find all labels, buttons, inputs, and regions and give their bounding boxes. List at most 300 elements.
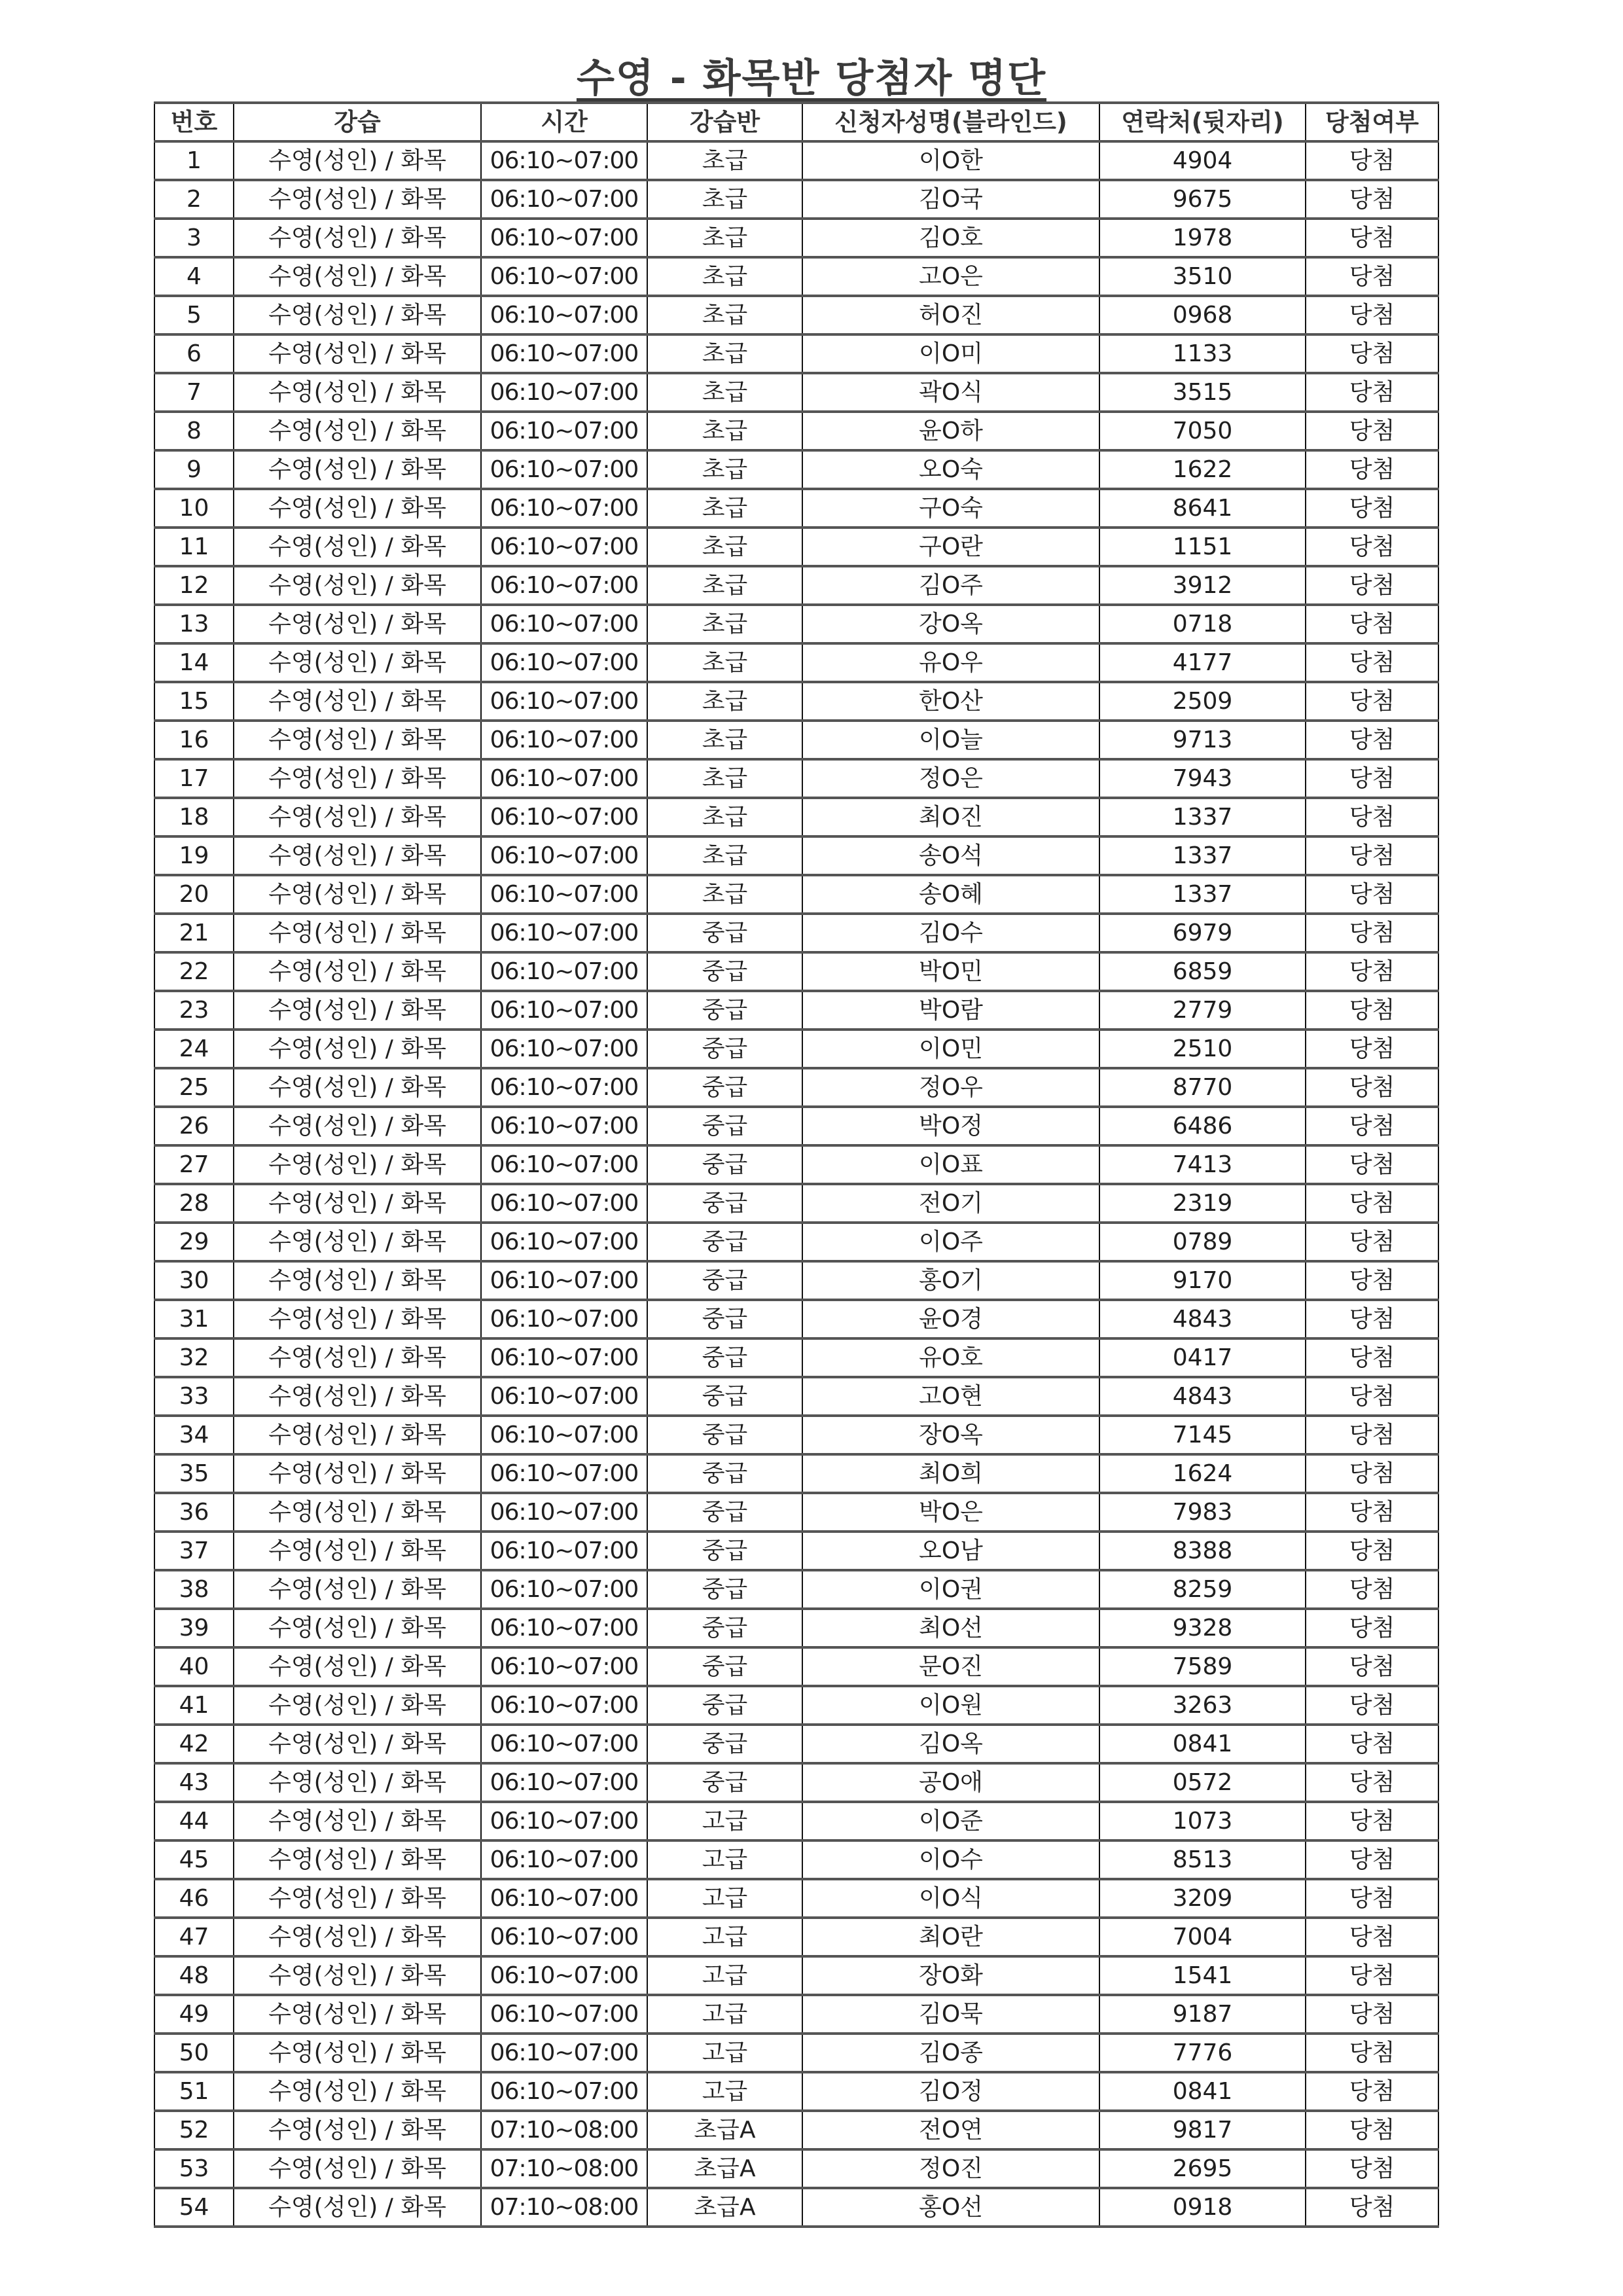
cell-number: 25 (154, 1068, 234, 1107)
cell-course: 수영(성인) / 화목 (234, 1068, 481, 1107)
cell-class: 중급 (647, 1686, 802, 1725)
table-row (154, 2034, 1438, 2072)
cell-result: 당첨 (1306, 1416, 1438, 1454)
cell-class: 초급 (647, 296, 802, 334)
cell-applicant-name: 구O숙 (802, 489, 1099, 528)
cell-time: 06:10~07:00 (481, 1840, 647, 1879)
page-title-text: 수영 - 화목반 당첨자 명단 (576, 56, 1047, 101)
cell-contact: 7983 (1099, 1493, 1306, 1532)
winners-table (154, 101, 1439, 2228)
table-row (154, 141, 1438, 180)
cell-course: 수영(성인) / 화목 (234, 1145, 481, 1184)
cell-time: 06:10~07:00 (481, 450, 647, 489)
cell-course: 수영(성인) / 화목 (234, 1377, 481, 1416)
cell-number: 18 (154, 798, 234, 836)
cell-contact: 7050 (1099, 412, 1306, 450)
cell-contact: 1624 (1099, 1454, 1306, 1493)
cell-time: 06:10~07:00 (481, 2072, 647, 2111)
cell-number: 15 (154, 682, 234, 721)
cell-class: 초급 (647, 643, 802, 682)
cell-time: 06:10~07:00 (481, 1416, 647, 1454)
cell-contact: 8770 (1099, 1068, 1306, 1107)
cell-class: 중급 (647, 1145, 802, 1184)
cell-applicant-name: 김O주 (802, 566, 1099, 605)
cell-time: 06:10~07:00 (481, 1879, 647, 1918)
cell-applicant-name: 송O석 (802, 836, 1099, 875)
cell-number: 53 (154, 2149, 234, 2188)
header-contact: 연락처(뒷자리) (1099, 103, 1306, 141)
cell-class: 고급 (647, 1879, 802, 1918)
cell-contact: 0841 (1099, 1725, 1306, 1763)
cell-applicant-name: 박O민 (802, 952, 1099, 991)
header-number: 번호 (154, 103, 234, 141)
cell-result: 당첨 (1306, 1493, 1438, 1532)
cell-result: 당첨 (1306, 2149, 1438, 2188)
cell-applicant-name: 이O준 (802, 1802, 1099, 1840)
cell-applicant-name: 장O화 (802, 1956, 1099, 1995)
cell-applicant-name: 곽O식 (802, 373, 1099, 412)
table-row (154, 334, 1438, 373)
cell-class: 중급 (647, 1377, 802, 1416)
cell-course: 수영(성인) / 화목 (234, 566, 481, 605)
cell-course: 수영(성인) / 화목 (234, 759, 481, 798)
cell-result: 당첨 (1306, 1840, 1438, 1879)
cell-applicant-name: 홍O선 (802, 2188, 1099, 2227)
cell-course: 수영(성인) / 화목 (234, 1609, 481, 1647)
header-class: 강습반 (647, 103, 802, 141)
cell-applicant-name: 최O진 (802, 798, 1099, 836)
cell-result: 당첨 (1306, 1879, 1438, 1918)
cell-class: 초급 (647, 412, 802, 450)
cell-course: 수영(성인) / 화목 (234, 296, 481, 334)
cell-course: 수영(성인) / 화목 (234, 1763, 481, 1802)
cell-number: 33 (154, 1377, 234, 1416)
table-row (154, 605, 1438, 643)
cell-time: 06:10~07:00 (481, 1068, 647, 1107)
table-row (154, 1995, 1438, 2034)
table-row (154, 450, 1438, 489)
cell-class: 고급 (647, 1840, 802, 1879)
cell-applicant-name: 박O람 (802, 991, 1099, 1030)
cell-contact: 2510 (1099, 1030, 1306, 1068)
table-row (154, 2188, 1438, 2227)
cell-contact: 7413 (1099, 1145, 1306, 1184)
cell-number: 30 (154, 1261, 234, 1300)
cell-contact: 2779 (1099, 991, 1306, 1030)
cell-class: 중급 (647, 1184, 802, 1223)
cell-number: 12 (154, 566, 234, 605)
cell-course: 수영(성인) / 화목 (234, 991, 481, 1030)
cell-contact: 1151 (1099, 528, 1306, 566)
cell-number: 29 (154, 1223, 234, 1261)
cell-course: 수영(성인) / 화목 (234, 2111, 481, 2149)
cell-course: 수영(성인) / 화목 (234, 1454, 481, 1493)
cell-time: 07:10~08:00 (481, 2149, 647, 2188)
cell-course: 수영(성인) / 화목 (234, 1840, 481, 1879)
cell-course: 수영(성인) / 화목 (234, 721, 481, 759)
cell-contact: 1978 (1099, 219, 1306, 257)
cell-course: 수영(성인) / 화목 (234, 875, 481, 914)
cell-result: 당첨 (1306, 412, 1438, 450)
cell-time: 06:10~07:00 (481, 1686, 647, 1725)
cell-contact: 9817 (1099, 2111, 1306, 2149)
cell-course: 수영(성인) / 화목 (234, 1030, 481, 1068)
cell-course: 수영(성인) / 화목 (234, 1416, 481, 1454)
cell-contact: 7004 (1099, 1918, 1306, 1956)
cell-class: 중급 (647, 1609, 802, 1647)
cell-time: 06:10~07:00 (481, 219, 647, 257)
cell-time: 06:10~07:00 (481, 373, 647, 412)
cell-number: 7 (154, 373, 234, 412)
table-row (154, 1300, 1438, 1338)
cell-result: 당첨 (1306, 682, 1438, 721)
cell-number: 37 (154, 1532, 234, 1570)
table-row (154, 721, 1438, 759)
cell-course: 수영(성인) / 화목 (234, 1570, 481, 1609)
cell-class: 초급 (647, 450, 802, 489)
cell-course: 수영(성인) / 화목 (234, 682, 481, 721)
cell-applicant-name: 정O진 (802, 2149, 1099, 2188)
cell-time: 06:10~07:00 (481, 1377, 647, 1416)
cell-result: 당첨 (1306, 219, 1438, 257)
header-result: 당첨여부 (1306, 103, 1438, 141)
table-row (154, 412, 1438, 450)
cell-result: 당첨 (1306, 334, 1438, 373)
table-row (154, 1493, 1438, 1532)
cell-result: 당첨 (1306, 1377, 1438, 1416)
cell-class: 중급 (647, 1107, 802, 1145)
cell-contact: 8259 (1099, 1570, 1306, 1609)
cell-contact: 0718 (1099, 605, 1306, 643)
cell-contact: 4177 (1099, 643, 1306, 682)
cell-contact: 7589 (1099, 1647, 1306, 1686)
cell-contact: 3515 (1099, 373, 1306, 412)
cell-number: 49 (154, 1995, 234, 2034)
cell-result: 당첨 (1306, 1918, 1438, 1956)
cell-number: 50 (154, 2034, 234, 2072)
cell-class: 초급 (647, 257, 802, 296)
cell-class: 초급A (647, 2188, 802, 2227)
cell-result: 당첨 (1306, 991, 1438, 1030)
cell-applicant-name: 이O미 (802, 334, 1099, 373)
cell-time: 06:10~07:00 (481, 1145, 647, 1184)
table-header-row (154, 103, 1438, 141)
cell-applicant-name: 이O민 (802, 1030, 1099, 1068)
table-row (154, 296, 1438, 334)
cell-number: 32 (154, 1338, 234, 1377)
cell-course: 수영(성인) / 화목 (234, 1261, 481, 1300)
cell-number: 23 (154, 991, 234, 1030)
cell-time: 06:10~07:00 (481, 1532, 647, 1570)
cell-number: 28 (154, 1184, 234, 1223)
table-row (154, 1377, 1438, 1416)
table-row (154, 1261, 1438, 1300)
cell-time: 06:10~07:00 (481, 643, 647, 682)
cell-number: 3 (154, 219, 234, 257)
cell-course: 수영(성인) / 화목 (234, 798, 481, 836)
table-row (154, 1532, 1438, 1570)
cell-course: 수영(성인) / 화목 (234, 643, 481, 682)
cell-number: 36 (154, 1493, 234, 1532)
cell-contact: 9170 (1099, 1261, 1306, 1300)
cell-applicant-name: 김O국 (802, 180, 1099, 219)
cell-time: 06:10~07:00 (481, 1338, 647, 1377)
cell-time: 06:10~07:00 (481, 914, 647, 952)
cell-course: 수영(성인) / 화목 (234, 180, 481, 219)
cell-result: 당첨 (1306, 1725, 1438, 1763)
table-row (154, 1570, 1438, 1609)
cell-result: 당첨 (1306, 1532, 1438, 1570)
cell-time: 06:10~07:00 (481, 721, 647, 759)
cell-number: 20 (154, 875, 234, 914)
cell-time: 06:10~07:00 (481, 1493, 647, 1532)
table-row (154, 1223, 1438, 1261)
cell-class: 초급A (647, 2149, 802, 2188)
table-row (154, 682, 1438, 721)
cell-class: 초급 (647, 489, 802, 528)
cell-course: 수영(성인) / 화목 (234, 141, 481, 180)
cell-number: 16 (154, 721, 234, 759)
cell-result: 당첨 (1306, 1956, 1438, 1995)
cell-result: 당첨 (1306, 1686, 1438, 1725)
cell-contact: 7943 (1099, 759, 1306, 798)
cell-contact: 8641 (1099, 489, 1306, 528)
cell-result: 당첨 (1306, 1609, 1438, 1647)
cell-result: 당첨 (1306, 566, 1438, 605)
table-row (154, 1609, 1438, 1647)
header-course: 강습 (234, 103, 481, 141)
cell-result: 당첨 (1306, 952, 1438, 991)
cell-number: 54 (154, 2188, 234, 2227)
cell-class: 초급 (647, 219, 802, 257)
cell-time: 06:10~07:00 (481, 1995, 647, 2034)
cell-result: 당첨 (1306, 643, 1438, 682)
cell-contact: 3912 (1099, 566, 1306, 605)
cell-applicant-name: 문O진 (802, 1647, 1099, 1686)
cell-class: 중급 (647, 1493, 802, 1532)
cell-result: 당첨 (1306, 914, 1438, 952)
table-row (154, 1956, 1438, 1995)
table-row (154, 489, 1438, 528)
cell-contact: 0968 (1099, 296, 1306, 334)
cell-number: 44 (154, 1802, 234, 1840)
cell-course: 수영(성인) / 화목 (234, 1338, 481, 1377)
cell-number: 6 (154, 334, 234, 373)
cell-result: 당첨 (1306, 1995, 1438, 2034)
cell-number: 5 (154, 296, 234, 334)
table-row (154, 1686, 1438, 1725)
cell-contact: 1337 (1099, 836, 1306, 875)
table-row (154, 566, 1438, 605)
cell-contact: 9187 (1099, 1995, 1306, 2034)
cell-result: 당첨 (1306, 1802, 1438, 1840)
cell-time: 06:10~07:00 (481, 1609, 647, 1647)
cell-number: 46 (154, 1879, 234, 1918)
cell-number: 34 (154, 1416, 234, 1454)
cell-result: 당첨 (1306, 1107, 1438, 1145)
cell-class: 중급 (647, 1647, 802, 1686)
cell-time: 06:10~07:00 (481, 141, 647, 180)
table-row (154, 1840, 1438, 1879)
table-row (154, 2111, 1438, 2149)
header-time: 시간 (481, 103, 647, 141)
cell-number: 51 (154, 2072, 234, 2111)
cell-applicant-name: 이O권 (802, 1570, 1099, 1609)
cell-contact: 1133 (1099, 334, 1306, 373)
cell-result: 당첨 (1306, 2072, 1438, 2111)
table-row (154, 1338, 1438, 1377)
cell-result: 당첨 (1306, 373, 1438, 412)
cell-course: 수영(성인) / 화목 (234, 836, 481, 875)
cell-result: 당첨 (1306, 2111, 1438, 2149)
cell-contact: 0918 (1099, 2188, 1306, 2227)
cell-time: 06:10~07:00 (481, 1725, 647, 1763)
cell-class: 중급 (647, 1300, 802, 1338)
table-row (154, 952, 1438, 991)
cell-class: 고급 (647, 2072, 802, 2111)
cell-contact: 9328 (1099, 1609, 1306, 1647)
table-row (154, 914, 1438, 952)
cell-applicant-name: 김O묵 (802, 1995, 1099, 2034)
table-row (154, 1030, 1438, 1068)
cell-contact: 4843 (1099, 1377, 1306, 1416)
cell-class: 중급 (647, 1223, 802, 1261)
cell-number: 35 (154, 1454, 234, 1493)
cell-applicant-name: 공O애 (802, 1763, 1099, 1802)
cell-contact: 3209 (1099, 1879, 1306, 1918)
cell-contact: 1337 (1099, 875, 1306, 914)
cell-result: 당첨 (1306, 257, 1438, 296)
cell-class: 초급 (647, 605, 802, 643)
cell-class: 초급 (647, 798, 802, 836)
cell-applicant-name: 최O란 (802, 1918, 1099, 1956)
cell-class: 중급 (647, 1068, 802, 1107)
cell-course: 수영(성인) / 화목 (234, 1300, 481, 1338)
cell-number: 24 (154, 1030, 234, 1068)
cell-class: 고급 (647, 1918, 802, 1956)
cell-applicant-name: 유O호 (802, 1338, 1099, 1377)
cell-number: 27 (154, 1145, 234, 1184)
cell-applicant-name: 박O은 (802, 1493, 1099, 1532)
cell-time: 06:10~07:00 (481, 2034, 647, 2072)
cell-time: 06:10~07:00 (481, 1223, 647, 1261)
table-row (154, 2149, 1438, 2188)
cell-class: 고급 (647, 1956, 802, 1995)
cell-class: 중급 (647, 1030, 802, 1068)
cell-time: 06:10~07:00 (481, 952, 647, 991)
cell-class: 중급 (647, 1338, 802, 1377)
cell-result: 당첨 (1306, 1145, 1438, 1184)
cell-result: 당첨 (1306, 1030, 1438, 1068)
cell-class: 중급 (647, 1725, 802, 1763)
cell-applicant-name: 강O옥 (802, 605, 1099, 643)
table-row (154, 219, 1438, 257)
table-row (154, 1416, 1438, 1454)
cell-course: 수영(성인) / 화목 (234, 528, 481, 566)
cell-class: 초급 (647, 721, 802, 759)
cell-contact: 6859 (1099, 952, 1306, 991)
cell-applicant-name: 박O정 (802, 1107, 1099, 1145)
cell-number: 17 (154, 759, 234, 798)
cell-contact: 3510 (1099, 257, 1306, 296)
cell-course: 수영(성인) / 화목 (234, 219, 481, 257)
cell-time: 07:10~08:00 (481, 2188, 647, 2227)
cell-applicant-name: 고O은 (802, 257, 1099, 296)
cell-class: 초급 (647, 373, 802, 412)
cell-result: 당첨 (1306, 1570, 1438, 1609)
cell-contact: 2509 (1099, 682, 1306, 721)
cell-number: 48 (154, 1956, 234, 1995)
cell-applicant-name: 전O기 (802, 1184, 1099, 1223)
cell-course: 수영(성인) / 화목 (234, 1918, 481, 1956)
cell-contact: 3263 (1099, 1686, 1306, 1725)
cell-applicant-name: 구O란 (802, 528, 1099, 566)
cell-result: 당첨 (1306, 605, 1438, 643)
table-row (154, 643, 1438, 682)
cell-time: 06:10~07:00 (481, 180, 647, 219)
cell-applicant-name: 이O원 (802, 1686, 1099, 1725)
cell-result: 당첨 (1306, 1261, 1438, 1300)
cell-time: 06:10~07:00 (481, 1763, 647, 1802)
table-row (154, 991, 1438, 1030)
cell-class: 초급 (647, 334, 802, 373)
cell-applicant-name: 최O선 (802, 1609, 1099, 1647)
cell-applicant-name: 전O연 (802, 2111, 1099, 2149)
cell-class: 중급 (647, 991, 802, 1030)
cell-course: 수영(성인) / 화목 (234, 373, 481, 412)
cell-time: 06:10~07:00 (481, 991, 647, 1030)
cell-time: 06:10~07:00 (481, 1802, 647, 1840)
cell-applicant-name: 이O수 (802, 1840, 1099, 1879)
cell-number: 11 (154, 528, 234, 566)
table-body (154, 141, 1438, 2227)
cell-class: 고급 (647, 1995, 802, 2034)
cell-number: 13 (154, 605, 234, 643)
cell-applicant-name: 유O우 (802, 643, 1099, 682)
cell-result: 당첨 (1306, 1338, 1438, 1377)
cell-result: 당첨 (1306, 836, 1438, 875)
cell-contact: 2695 (1099, 2149, 1306, 2188)
cell-course: 수영(성인) / 화목 (234, 450, 481, 489)
cell-applicant-name: 김O수 (802, 914, 1099, 952)
cell-contact: 9713 (1099, 721, 1306, 759)
cell-time: 06:10~07:00 (481, 412, 647, 450)
cell-number: 43 (154, 1763, 234, 1802)
cell-result: 당첨 (1306, 798, 1438, 836)
table-row (154, 1107, 1438, 1145)
cell-class: 초급 (647, 759, 802, 798)
table-row (154, 1145, 1438, 1184)
cell-time: 06:10~07:00 (481, 836, 647, 875)
cell-contact: 2319 (1099, 1184, 1306, 1223)
cell-course: 수영(성인) / 화목 (234, 1956, 481, 1995)
cell-applicant-name: 김O종 (802, 2034, 1099, 2072)
cell-time: 06:10~07:00 (481, 1956, 647, 1995)
cell-contact: 1337 (1099, 798, 1306, 836)
table-row (154, 180, 1438, 219)
cell-course: 수영(성인) / 화목 (234, 605, 481, 643)
cell-applicant-name: 오O숙 (802, 450, 1099, 489)
cell-course: 수영(성인) / 화목 (234, 2188, 481, 2227)
cell-contact: 8513 (1099, 1840, 1306, 1879)
cell-course: 수영(성인) / 화목 (234, 412, 481, 450)
cell-applicant-name: 이O식 (802, 1879, 1099, 1918)
cell-number: 52 (154, 2111, 234, 2149)
cell-applicant-name: 정O은 (802, 759, 1099, 798)
cell-number: 22 (154, 952, 234, 991)
cell-number: 19 (154, 836, 234, 875)
cell-number: 10 (154, 489, 234, 528)
